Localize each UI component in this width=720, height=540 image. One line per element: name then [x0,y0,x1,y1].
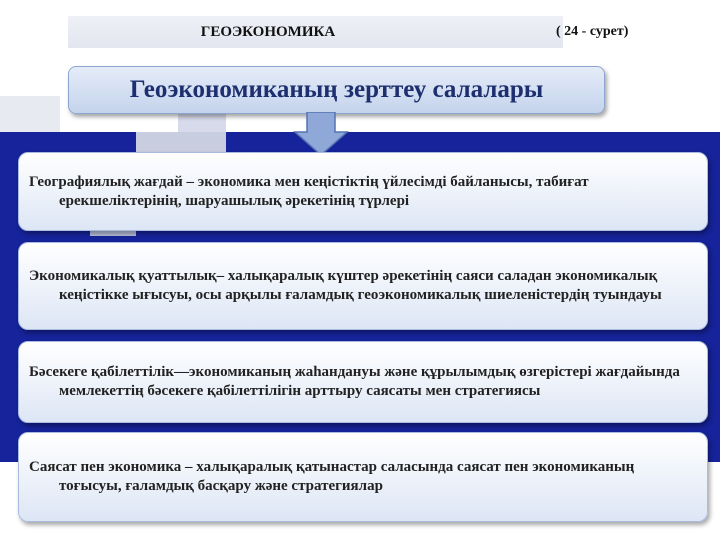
figure-reference: ( 24 - сурет) [556,24,629,39]
topic-card-economic-power [18,242,708,330]
topic-card-text: Бәсекеге қабілеттілік—экономиканың жаһандануы және құрылымдық өзгерістері жағдайында мемлекеттің бәсекеге қабілеттілігін арттыру саясаты мен стратегиясы [29,364,680,399]
topic-card-text: Географиялық жағдай – экономика мен кеңістіктің үйлесімді байланысы, табиғат ерекшеліктерінің, шаруашылық әрекетінің түрлері [29,173,589,209]
topic-card-politics-economy [18,432,708,522]
topic-card-text: Экономикалық қуаттылық– халықаралық күштер әрекетінің саяси саладан экономикалық кеңістікке ығысуы, осы арқылы ғаламдық геоэкономикалық шиеленістердің туындауы [29,268,662,303]
topic-card-text: Саясат пен экономика – халықаралық қатынастар саласында саясат пен экономиканың тоғысуы, ғаламдық басқару және стратегиялар [29,459,635,494]
diagram-title: Геоэкономиканың зерттеу салалары [68,66,605,114]
topic-card-competitiveness [18,341,708,423]
decorative-square [0,96,60,132]
topic-card-geography [18,152,708,231]
page-title: ГЕОЭКОНОМИКА [200,24,336,40]
down-arrow-icon [293,112,349,156]
